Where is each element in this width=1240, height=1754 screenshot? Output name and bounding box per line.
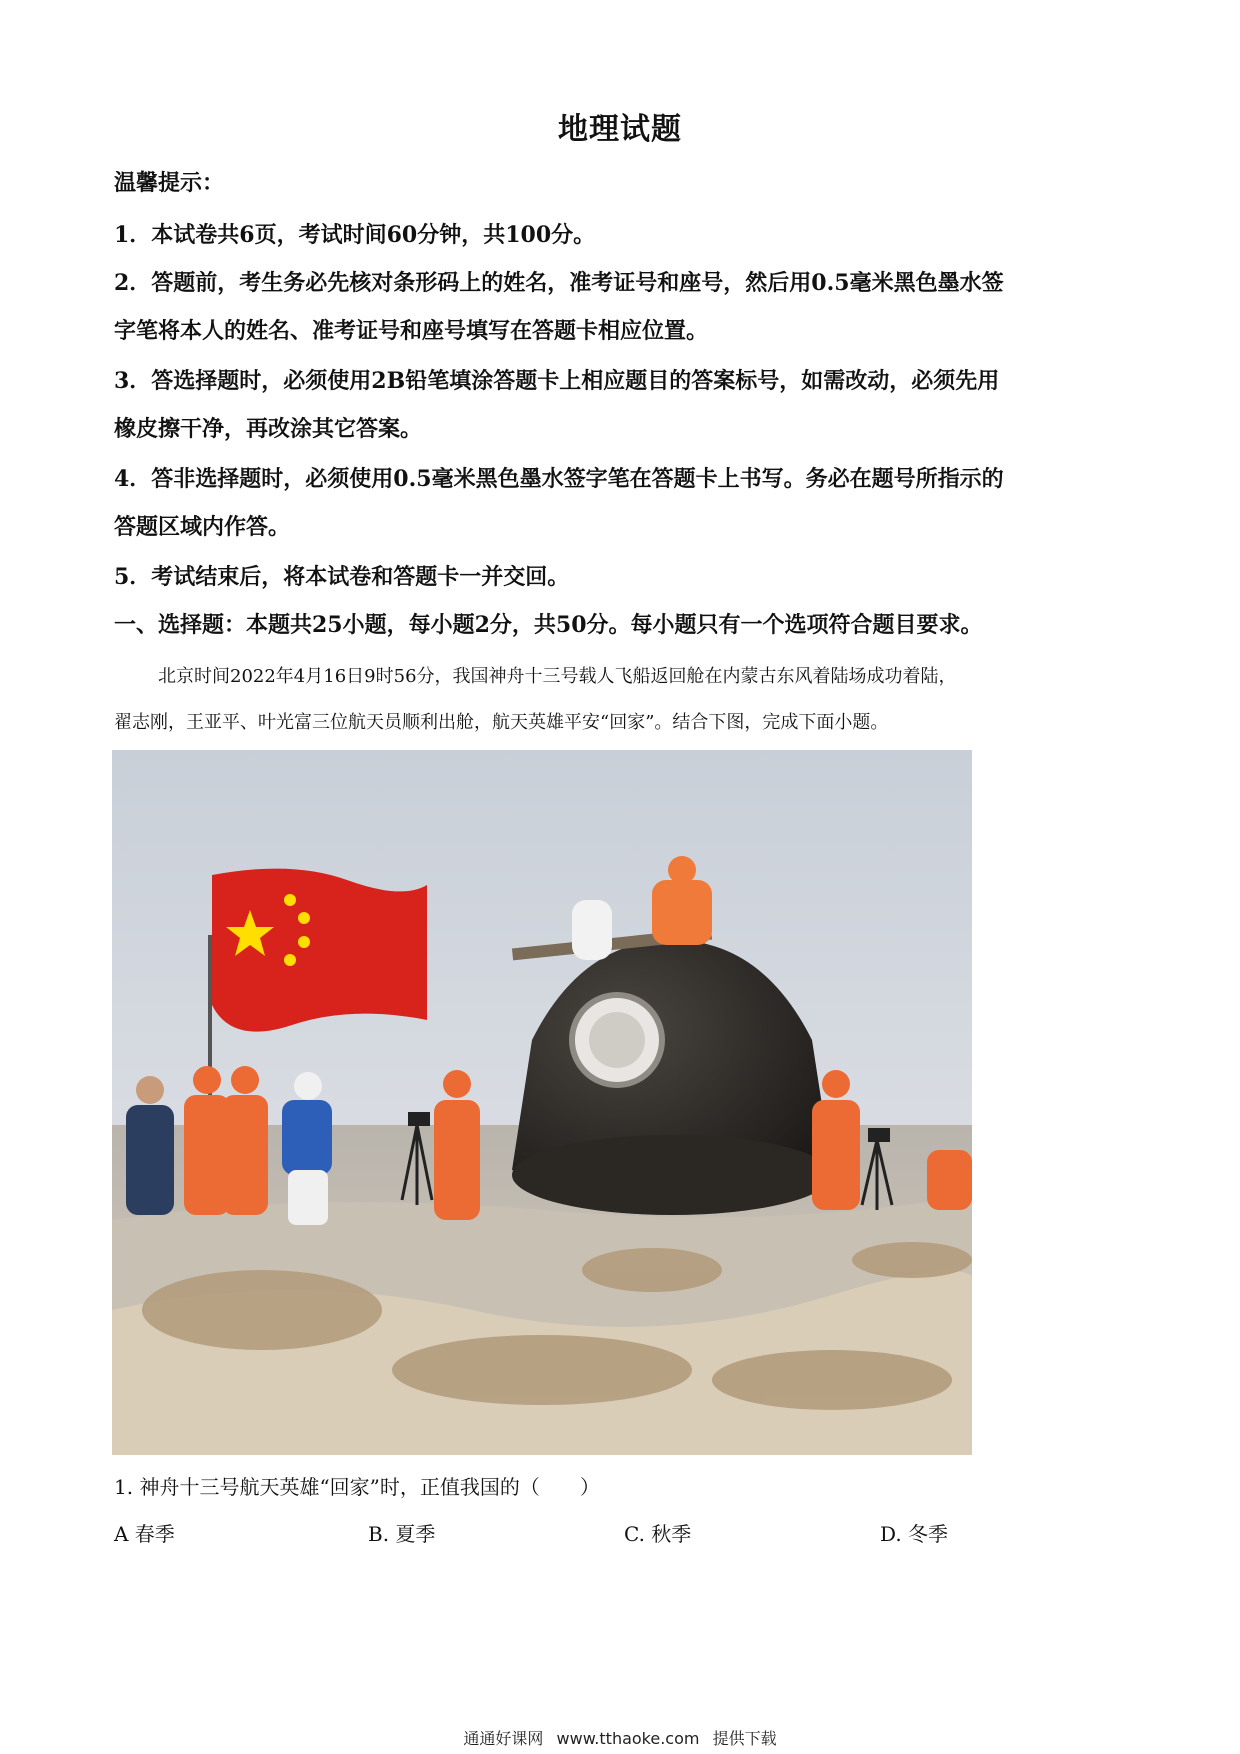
tip-line: 答题区域内作答。: [114, 514, 291, 540]
question-1-option-c[interactable]: C. 秋季: [624, 1522, 692, 1546]
question-1-stem: 1. 神舟十三号航天英雄“回家”时，正值我国的（ ）: [114, 1475, 600, 1499]
section-heading: 一、选择题：本题共25小题，每小题2分，共50分。每小题只有一个选项符合题目要求。: [114, 612, 983, 638]
footer-site-name: 通通好课网: [463, 1729, 544, 1748]
tip-line: 3．答选择题时，必须使用2B铅笔填涂答题卡上相应题目的答案标号，如需改动，必须先用: [114, 368, 1000, 394]
tip-line: 2．答题前，考生务必先核对条形码上的姓名，准考证号和座号，然后用0.5毫米黑色墨水签: [114, 270, 1004, 296]
tip-line: 1．本试卷共6页，考试时间60分钟，共100分。: [114, 222, 596, 248]
tip-line: 5．考试结束后，将本试卷和答题卡一并交回。: [114, 564, 570, 590]
page-footer: [0, 1726, 1240, 1749]
intro-paragraph-line: 北京时间2022年4月16日9时56分，我国神舟十三号载人飞船返回舱在内蒙古东风着陆场成功着陆，: [158, 666, 957, 687]
tips-heading: 温馨提示：: [114, 170, 225, 196]
page-title: 地理试题: [558, 112, 682, 147]
intro-paragraph-line: 翟志刚，王亚平、叶光富三位航天员顺利出舱，航天英雄平安“回家”。结合下图，完成下面小题。: [114, 712, 889, 733]
question-1-option-b[interactable]: B. 夏季: [368, 1522, 436, 1546]
question-1-option-d[interactable]: D. 冬季: [880, 1522, 949, 1546]
tip-line: 橡皮擦干净，再改涂其它答案。: [114, 416, 423, 442]
tip-line: 字笔将本人的姓名、准考证号和座号填写在答题卡相应位置。: [114, 318, 709, 344]
landing-photo: [112, 750, 972, 1455]
footer-suffix: 提供下载: [712, 1729, 777, 1748]
tip-line: 4．答非选择题时，必须使用0.5毫米黑色墨水签字笔在答题卡上书写。务必在题号所指示的: [114, 466, 1004, 492]
footer-url-link[interactable]: www.tthaoke.com: [556, 1729, 700, 1748]
question-1-option-a[interactable]: A 春季: [114, 1522, 175, 1546]
